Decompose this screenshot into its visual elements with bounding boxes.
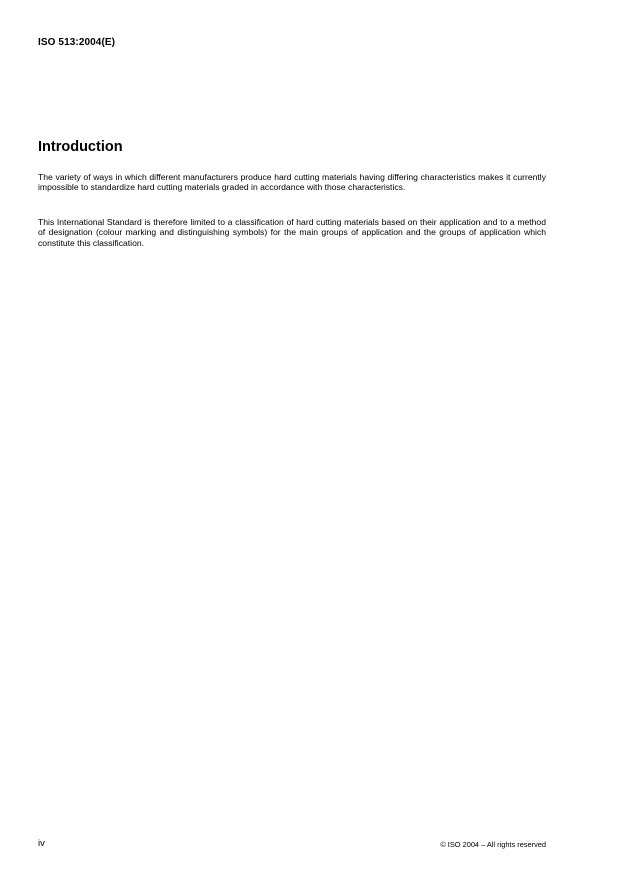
section-title: Introduction	[38, 139, 123, 155]
introduction-paragraph-1: The variety of ways in which different manufacturers produce hard cutting materials having differing characteristics makes it currently impossible to standardize hard cutting materials graded in accordance with those characteristics.	[38, 172, 546, 193]
copyright-notice: © ISO 2004 – All rights reserved	[440, 840, 546, 849]
page-number: iv	[38, 838, 45, 849]
document-identifier: ISO 513:2004(E)	[38, 37, 116, 48]
introduction-paragraph-2: This International Standard is therefore limited to a classification of hard cutting materials based on their application and to a method of designation (colour marking and distinguishing symbols) for the main groups of application and the groups of application which constitute this classification.	[38, 217, 546, 248]
